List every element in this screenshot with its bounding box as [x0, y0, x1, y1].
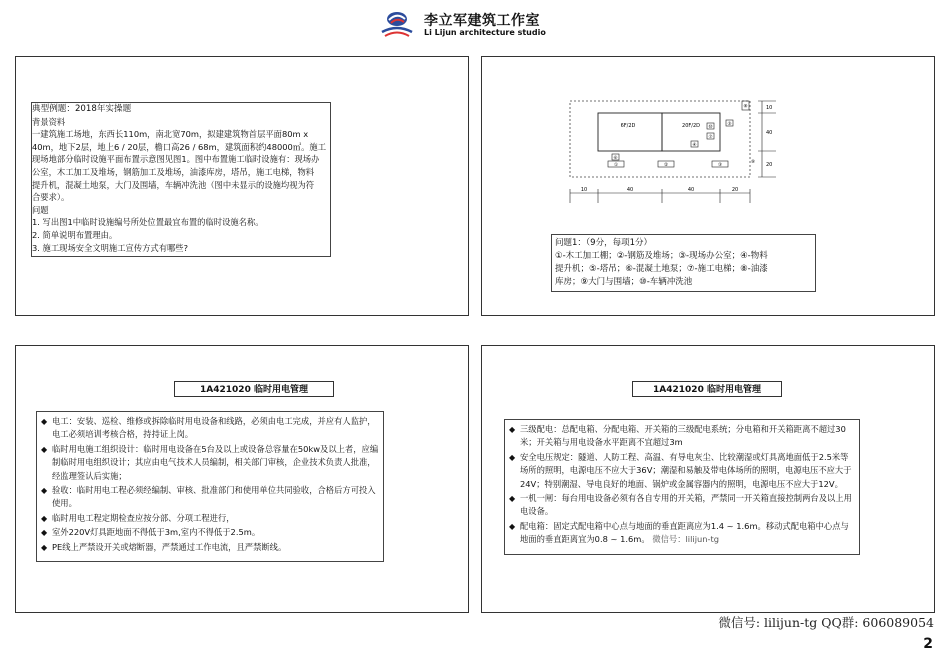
- question-line: 提升机，混凝土地泵，大门及围墙，车辆冲洗池（图中未显示的设施均视为符: [32, 179, 315, 190]
- question-line: 1. 写出图1中临时设施编号所处位置最宜布置的临时设施名称。: [32, 217, 264, 228]
- studio-logo-icon: [380, 8, 414, 38]
- question-line: 公室，木工加工及堆场，钢筋加工及堆场，油漆库房，塔吊，施工电梯，物料: [32, 166, 315, 177]
- bullet-item: ◆ 三级配电：总配电箱、分配电箱、开关箱的三级配电系统；分电箱和开关箱距离不超过30米；开关箱与用电设备水平距离不宜超过3m: [509, 423, 855, 450]
- marker-4: ④: [692, 143, 697, 148]
- marker-10: ⑩: [708, 125, 713, 130]
- question-line: 一建筑施工场地，东西长110m，南北宽70m，拟建建筑物首层平面80m x: [32, 129, 309, 140]
- bullet-item: ◆ PE线上严禁设开关或熔断器，严禁通过工作电流，且严禁断线。: [41, 541, 379, 554]
- bullet-list: [36, 411, 384, 562]
- answer-box: [551, 234, 816, 292]
- bullet-list: [504, 419, 860, 555]
- page-number: 2: [923, 636, 933, 652]
- question-line: 典型例题：2018年实操题: [32, 104, 132, 114]
- site-plan-diagram: [566, 95, 788, 219]
- question-line: 背景资料: [32, 116, 66, 127]
- bullet-item: ◆ 安全电压规定：隧道、人防工程、高温、有导电灰尘、比较潮湿或灯具离地面低于2.5米等场所的照明，电源电压不应大于36V；潮湿和易触及带电体场所的照明，电源电压不应大于24V；特别潮湿、导电良好的地面、锅炉或金属容器内的照明，电源电压不应大于12V。: [509, 451, 855, 491]
- diamond-bullet-icon: ◆: [509, 521, 516, 531]
- diamond-bullet-icon: ◆: [41, 542, 48, 552]
- marker-7: ⑦: [708, 135, 713, 140]
- bullet-item: ◆ 电工：安装、巡检、维修或拆除临时用电设备和线路，必须由电工完成，并应有人监护，电工必须培训考核合格，持持证上岗。: [41, 415, 379, 442]
- footer-contact: 微信号: lilijun-tg QQ群: 606089054: [718, 615, 934, 630]
- dim-right-1: 10: [766, 105, 773, 111]
- marker-5: ⑤: [727, 122, 732, 127]
- slide-site-plan-answer: [481, 56, 935, 316]
- diamond-bullet-icon: ◆: [41, 444, 48, 454]
- brand-name-en: Li Lijun architecture studio: [424, 28, 546, 37]
- dim-bottom-3: 40: [687, 187, 695, 193]
- slide-temp-power-2: [481, 345, 935, 613]
- answer-line: 问题1：（9分，每项1分）: [555, 238, 652, 248]
- inline-wechat-note: 微信号：lilijun-tg: [652, 534, 720, 545]
- section-title: 1A421020 临时用电管理: [174, 381, 334, 397]
- question-text-box: [31, 102, 331, 257]
- bullet-item: ◆ 验收：临时用电工程必须经编制、审核、批准部门和使用单位共同验收，合格后方可投入使用。: [41, 484, 379, 511]
- diamond-bullet-icon: ◆: [41, 528, 48, 538]
- bullet-item: ◆ 一机一闸：每台用电设备必须有各自专用的开关箱，严禁同一开关箱直接控制两台及以上用电设备。: [509, 492, 855, 519]
- bullet-item: ◆ 室外220V灯具距地面不得低于3m,室内不得低于2.5m。: [41, 526, 379, 539]
- marker-2: ②: [663, 163, 669, 168]
- marker-3: ③: [717, 163, 723, 168]
- slide-example-question: [15, 56, 469, 316]
- site-boundary: [570, 101, 750, 177]
- question-line: 问题: [32, 204, 49, 215]
- slide-temp-power-1: [15, 345, 469, 613]
- marker-1: ①: [613, 163, 619, 168]
- dim-bottom-1: 10: [580, 187, 588, 193]
- building-20f-label: 20F/2D: [682, 123, 700, 129]
- dim-bottom-2: 40: [626, 187, 634, 193]
- diamond-bullet-icon: ◆: [41, 417, 48, 426]
- question-line: 2. 简单说明布置理由。: [32, 229, 118, 240]
- question-line: 现场地部分临时设施平面布置示意图见图1。图中布置施工临时设施有：现场办: [32, 154, 320, 165]
- diamond-bullet-icon: ◆: [509, 425, 516, 434]
- answer-line: 提升机；⑤-塔吊；⑥-混凝土地泵；⑦-施工电梯；⑧-油漆: [555, 264, 768, 274]
- bullet-item: ◆ 临时用电施工组织设计：临时用电设备在5台及以上或设备总容量在50kw及以上者，应编制临时用电组织设计；其应由电气技术人员编制，相关部门审核，企业技术负责人批准，经监理签认后实施；: [41, 443, 379, 483]
- question-line: 合要求）。: [32, 192, 70, 203]
- building-6f: [598, 113, 662, 151]
- dim-bottom-4: 20: [731, 187, 739, 193]
- question-line: 3. 施工现场安全文明施工宣传方式有哪些?: [32, 242, 189, 253]
- diamond-bullet-icon: ◆: [41, 486, 48, 496]
- marker-6: ⑥: [613, 156, 618, 161]
- dim-right-3: 20: [766, 162, 773, 168]
- marker-8: ⑧: [743, 104, 748, 110]
- diamond-bullet-icon: ◆: [41, 513, 48, 523]
- diamond-bullet-icon: ◆: [509, 494, 516, 504]
- bullet-item: ◆ 配电箱：固定式配电箱中心点与地面的垂直距离应为1.4 ~ 1.6m。移动式配电箱中心点与地面的垂直距离宜为0.8 ~ 1.6m。 微信号：lilijun-tg: [509, 520, 855, 547]
- marker-9: ⑨: [750, 160, 756, 165]
- building-6f-label: 6F/2D: [620, 123, 636, 129]
- section-title: 1A421020 临时用电管理: [632, 381, 782, 397]
- brand-header: [380, 8, 570, 40]
- brand-name-cn: 李立军建筑工作室: [424, 13, 540, 29]
- question-line: 40m，地下2层，地上6 / 20层，檐口高26 / 68m，建筑面积约48000㎡。施工: [32, 141, 327, 152]
- diamond-bullet-icon: ◆: [509, 452, 516, 462]
- dim-right-2: 40: [766, 130, 773, 136]
- bullet-item: ◆ 临时用电工程定期检查应按分部、分项工程进行，: [41, 512, 379, 525]
- answer-line: ①-木工加工棚；②-钢筋及堆场；③-现场办公室；④-物料: [555, 251, 768, 261]
- answer-line: 库房；⑨大门与围墙；⑩-车辆冲洗池: [555, 277, 693, 287]
